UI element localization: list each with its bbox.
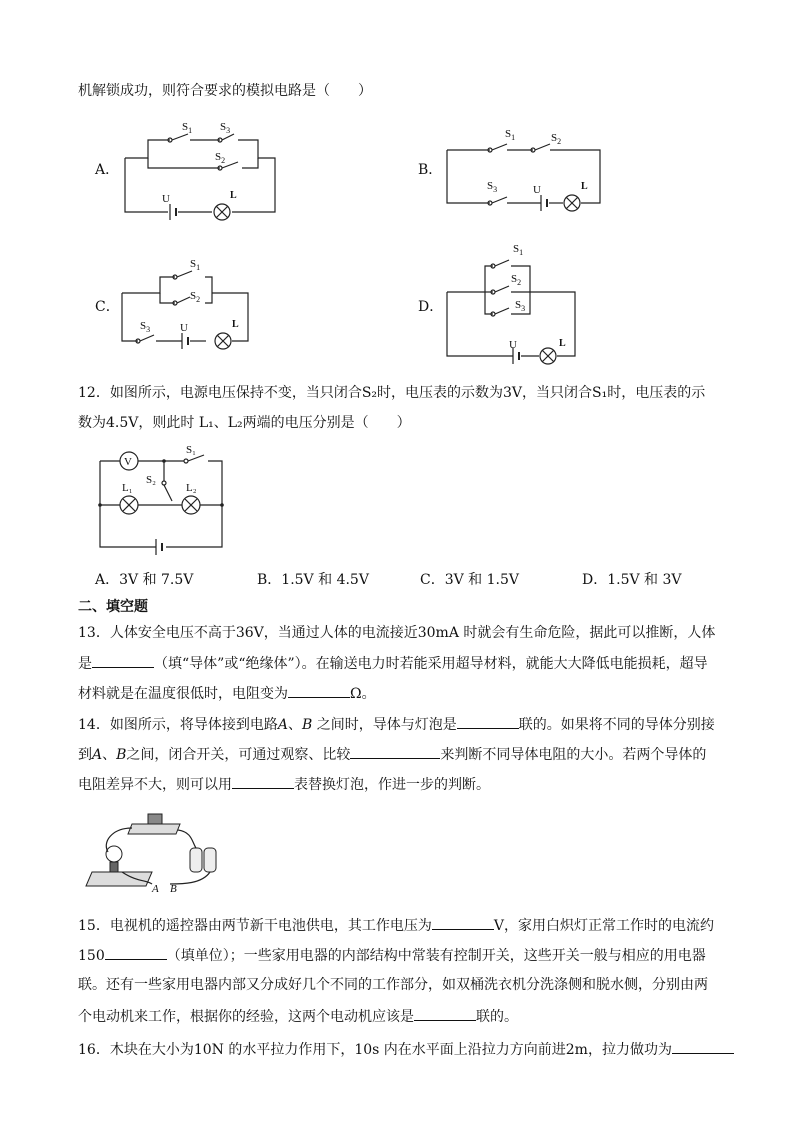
- label-s2: $S_2$: [215, 151, 226, 165]
- s2-label: S₂: [146, 474, 156, 486]
- l2-label: L₂: [186, 482, 197, 494]
- q12-option-d: D．1.5V 和 3V: [582, 572, 682, 588]
- q16-line1: 16．木块在大小为10N 的水平拉力作用下，10s 内在水平面上沿拉力方向前进2m，拉力做功为: [78, 1038, 734, 1061]
- svg-text:S3: $S_3$: [487, 180, 498, 194]
- blank[interactable]: [288, 682, 350, 698]
- blank[interactable]: [350, 743, 440, 759]
- voltmeter-label: V: [124, 456, 132, 468]
- blank[interactable]: [105, 944, 167, 960]
- q12-option-a: A．3V 和 7.5V: [95, 572, 194, 588]
- svg-text:S1: $S_1$: [513, 243, 524, 257]
- svg-text:S2: $S_2$: [551, 132, 562, 146]
- q11-circuit-d: [445, 240, 615, 365]
- l1-label: L₁: [122, 482, 133, 494]
- blank[interactable]: [232, 773, 294, 789]
- q11-option-a-label: A．: [95, 162, 120, 178]
- q11-circuit-c: [120, 255, 290, 355]
- s1-label: S₁: [186, 444, 196, 456]
- svg-text:S3: $S_3$: [140, 320, 151, 334]
- q11-intro: 机解锁成功，则符合要求的模拟电路是（ ）: [78, 83, 372, 99]
- q12-option-c: C．3V 和 1.5V: [420, 572, 520, 588]
- q11-option-d-label: D．: [418, 299, 444, 315]
- q15-line1: 15．电视机的遥控器由两节新干电池供电，其工作电压为 V，家用白炽灯正常工作时的电流约: [78, 914, 714, 937]
- blank[interactable]: [414, 1005, 476, 1021]
- svg-text:S1: $S_1$: [190, 258, 201, 272]
- label-l: L: [230, 190, 237, 201]
- svg-text:S2: $S_2$: [511, 273, 522, 287]
- svg-text:S1: $S_1$: [505, 128, 516, 142]
- q13-line3: 材料就是在温度很低时，电阻变为 Ω。: [78, 682, 376, 705]
- q14-line1: 14．如图所示，将导体接到电路A、B 之间时，导体与灯泡是 联的。如果将不同的导体分别接: [78, 713, 715, 736]
- q11-circuit-a: [120, 118, 290, 228]
- terminal-a: A: [152, 883, 159, 895]
- q14-line2: 到A、B之间，闭合开关，可通过观察、比较 来判断不同导体电阻的大小。若两个导体的: [78, 743, 706, 766]
- q11-circuit-b: [445, 125, 615, 215]
- q12-line2: 数为4.5V，则此时 L₁、L₂两端的电压分别是（ ）: [78, 415, 411, 431]
- label-s3: $S_3$: [220, 121, 231, 135]
- q12-line1: 12．如图所示，电源电压保持不变，当只闭合S₂时，电压表的示数为3V，当只闭合S₁时，电压表的示: [78, 385, 706, 401]
- q15-line2: 150 （填单位）；一些家用电器的内部结构中常装有控制开关，这些开关一般与相应的用电器: [78, 944, 706, 967]
- svg-text:S3: $S_3$: [515, 299, 526, 313]
- q14-line3: 电阻差异不大，则可以用 表替换灯泡，作进一步的判断。: [78, 773, 490, 796]
- q14-apparatus-figure: [92, 812, 232, 895]
- q13-line1: 13．人体安全电压不高于36V，当通过人体的电流接近30mA 时就会有生命危险，据此可以推断，人体: [78, 625, 716, 641]
- terminal-b: B: [170, 883, 177, 895]
- blank[interactable]: [672, 1038, 734, 1054]
- blank[interactable]: [432, 914, 494, 930]
- svg-text:L: L: [232, 319, 239, 330]
- q15-line3: 联。还有一些家用电器内部又分成好几个不同的工作部分，如双桶洗衣机分洗涤侧和脱水侧，分别由两: [78, 977, 708, 993]
- q12-circuit: [98, 445, 233, 555]
- label-s1: $S_1$: [182, 121, 193, 135]
- section-title: 二、填空题: [78, 599, 148, 615]
- blank[interactable]: [92, 652, 154, 668]
- svg-text:U: U: [509, 339, 517, 351]
- q13-line2: 是 （填“导体”或“绝缘体”）。在输送电力时若能采用超导材料，就能大大降低电能损耗，超导: [78, 652, 708, 675]
- q15-line4: 个电动机来工作，根据你的经验，这两个电动机应该是 联的。: [78, 1005, 518, 1028]
- blank[interactable]: [457, 713, 519, 729]
- q12-option-b: B．1.5V 和 4.5V: [257, 572, 369, 588]
- q11-option-b-label: B．: [418, 162, 443, 178]
- q11-option-c-label: C．: [95, 299, 120, 315]
- svg-text:S2: $S_2$: [190, 290, 201, 304]
- svg-text:L: L: [581, 181, 588, 192]
- svg-text:U: U: [533, 184, 541, 196]
- svg-text:L: L: [559, 338, 566, 349]
- svg-text:U: U: [180, 322, 188, 334]
- label-u: U: [162, 193, 170, 205]
